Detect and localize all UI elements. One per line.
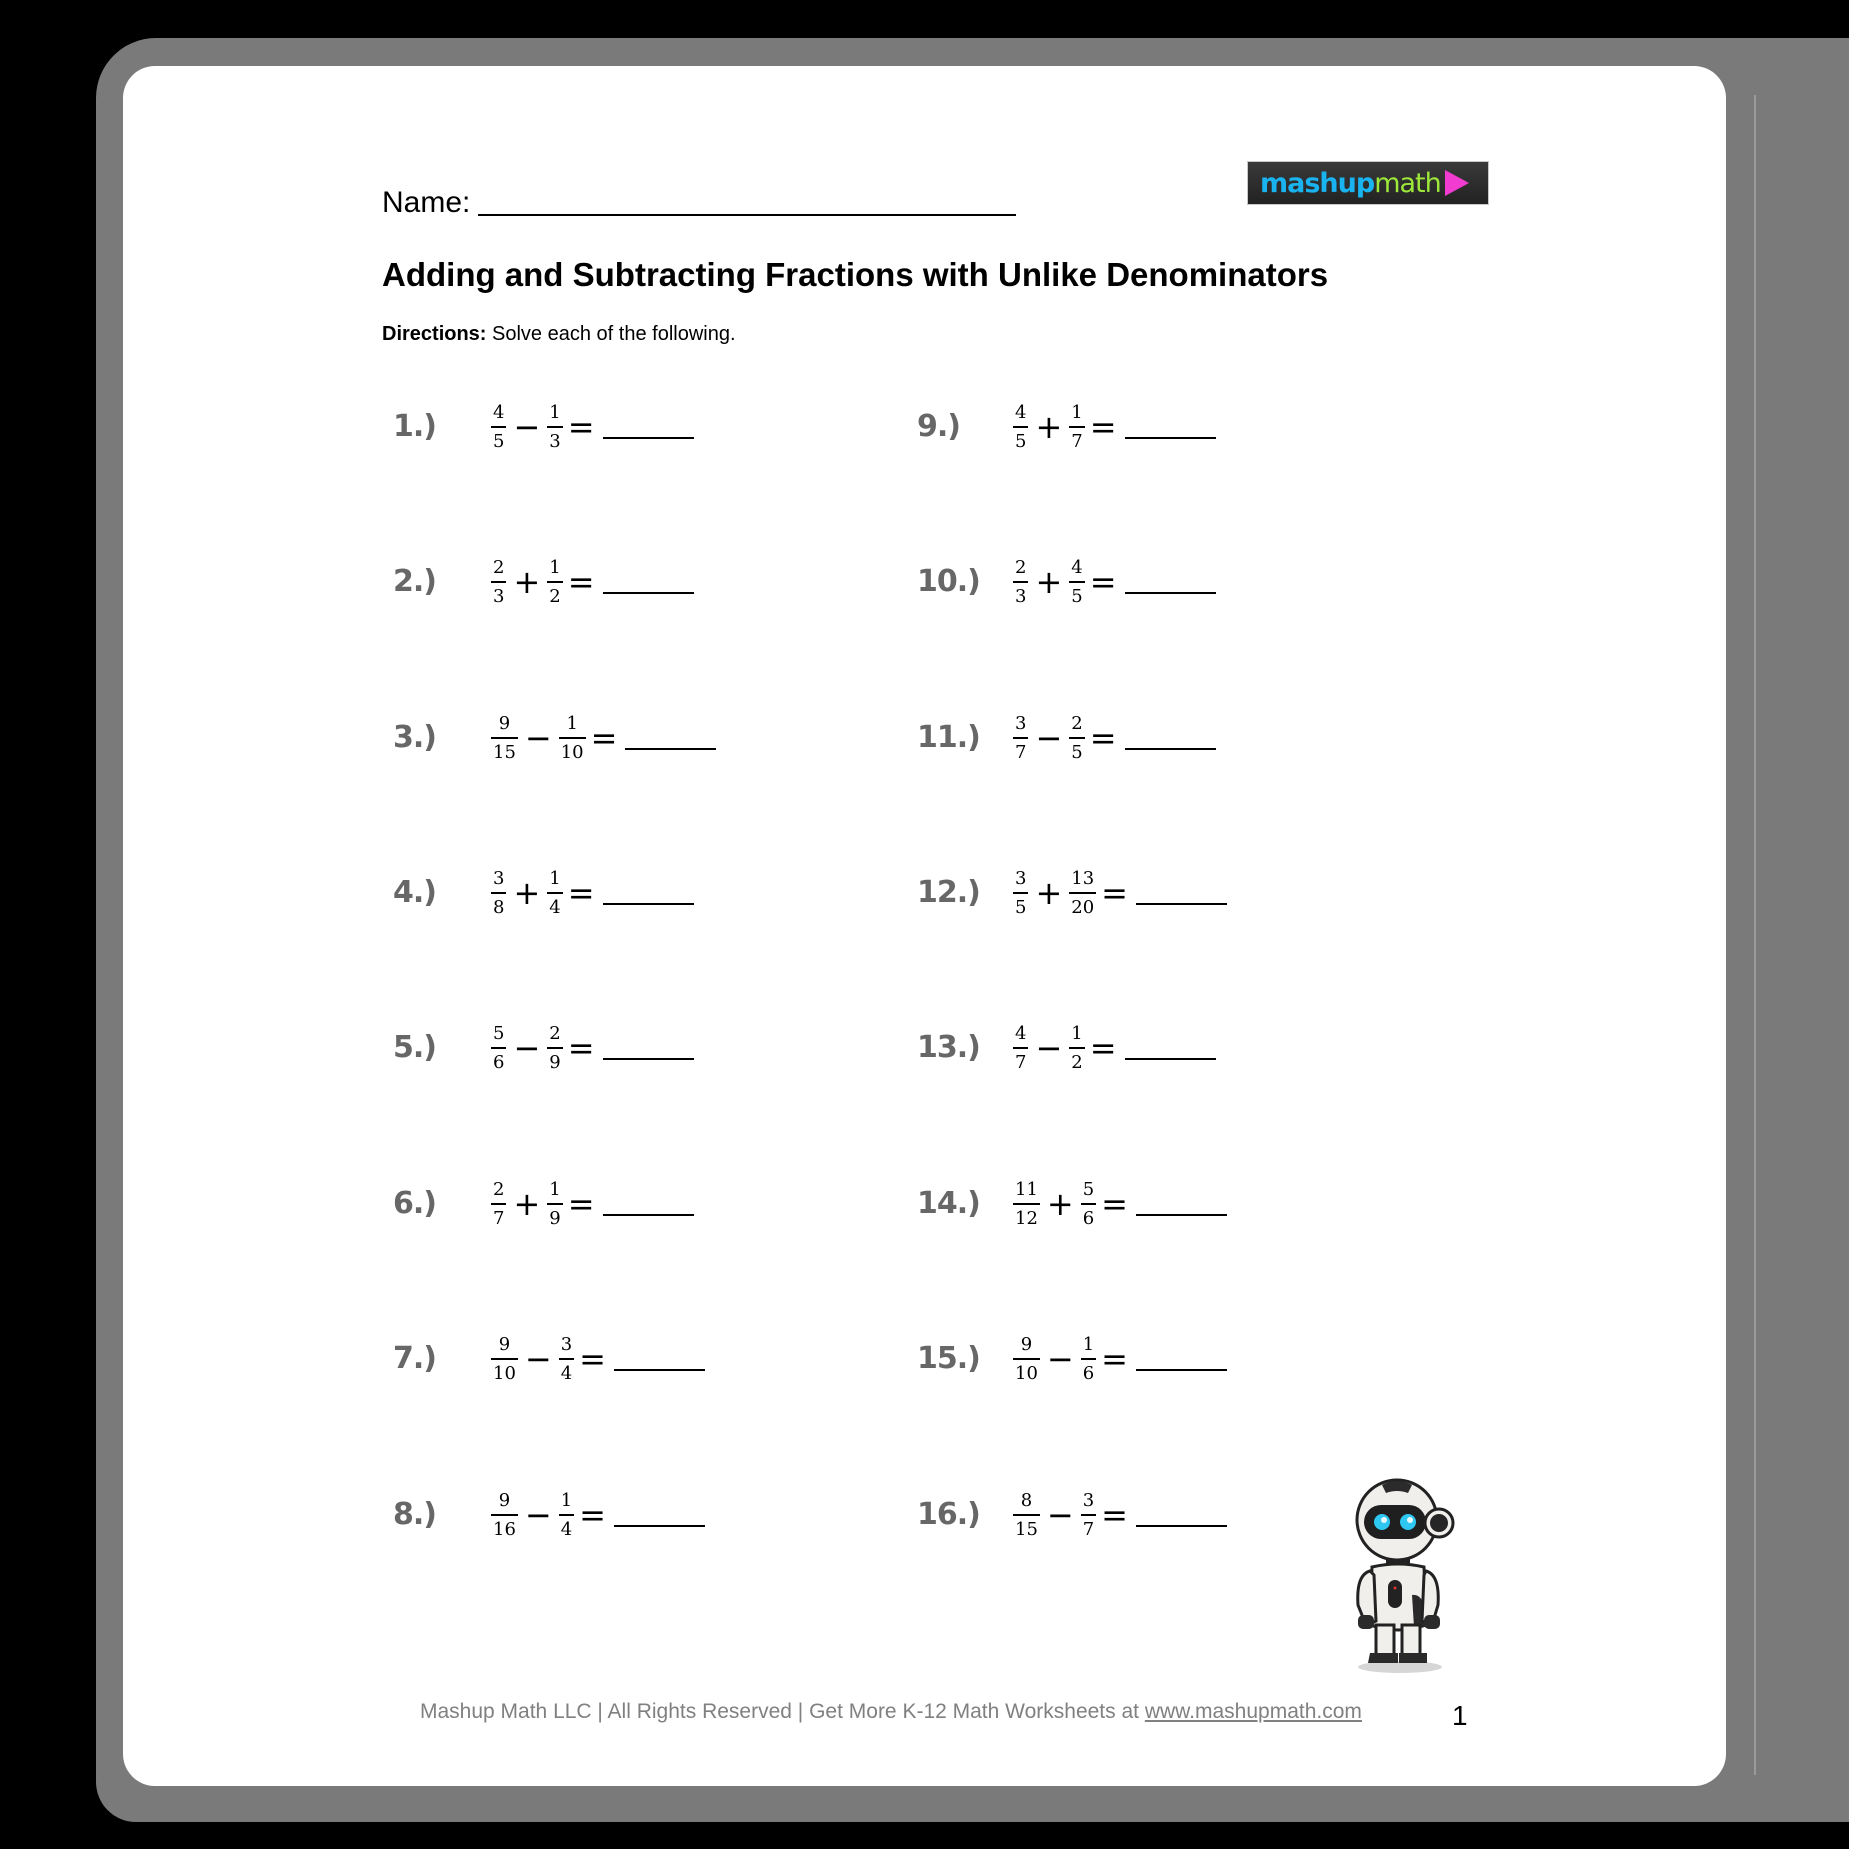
equals-sign: =: [567, 1185, 595, 1223]
fraction-a: [1012, 402, 1029, 453]
numerator: 2: [1015, 556, 1027, 578]
directions-text: Solve each of the following.: [486, 323, 736, 345]
numerator: 1: [549, 1178, 561, 1200]
numerator: 1: [549, 556, 561, 578]
denominator: 5: [1071, 585, 1083, 607]
directions: [382, 323, 736, 346]
operator: +: [1035, 563, 1063, 601]
operator: −: [524, 1496, 552, 1534]
mashupmath-logo: [1247, 161, 1489, 205]
numerator: 3: [1015, 867, 1027, 889]
fraction-b: [1068, 868, 1097, 919]
denominator: 10: [560, 741, 584, 763]
fraction-bar: [1081, 1514, 1096, 1516]
numerator: 9: [498, 1333, 511, 1355]
fraction-a: [1012, 1023, 1029, 1074]
problem-number: 1.): [393, 409, 436, 444]
fraction-a: [1012, 1179, 1041, 1230]
numerator: 2: [549, 1022, 561, 1044]
answer-blank[interactable]: [603, 903, 694, 905]
logo-math-text: math: [1374, 167, 1441, 199]
denominator: 3: [493, 585, 505, 607]
fraction-b: [1068, 557, 1085, 608]
fraction-b: [546, 868, 563, 919]
problem-number: 7.): [393, 1341, 436, 1376]
equals-sign: =: [567, 563, 595, 601]
fraction-bar: [547, 426, 562, 428]
fraction-b: [1080, 1334, 1097, 1385]
numerator: 9: [1020, 1333, 1033, 1355]
fraction-a: [490, 557, 507, 608]
footer-text: Mashup Math LLC | All Rights Reserved | Get More K-12 Math Worksheets at: [420, 1700, 1145, 1723]
denominator: 4: [560, 1362, 573, 1384]
fraction-a: [490, 402, 507, 453]
numerator: 9: [498, 712, 511, 734]
numerator: 1: [1071, 401, 1083, 423]
equals-sign: =: [1101, 1496, 1128, 1534]
fraction-a: [1012, 1490, 1041, 1541]
fraction-b: [558, 1490, 575, 1541]
operator: −: [1046, 1496, 1074, 1534]
answer-blank[interactable]: [1125, 748, 1216, 750]
operator: −: [1046, 1340, 1074, 1378]
equals-sign: =: [579, 1340, 606, 1378]
fraction-a: [1012, 1334, 1041, 1385]
problem-expression: [1012, 863, 1227, 923]
fraction-b: [1080, 1179, 1097, 1230]
problem-number: 16.): [917, 1497, 980, 1532]
fraction-a: [1012, 713, 1029, 764]
problem-expression: [1012, 1485, 1227, 1545]
fraction-bar: [559, 1514, 574, 1516]
numerator: 1: [549, 401, 561, 423]
denominator: 12: [1015, 1207, 1038, 1229]
denominator: 6: [1082, 1207, 1095, 1229]
denominator: 15: [493, 741, 516, 763]
answer-blank[interactable]: [603, 592, 694, 594]
equals-sign: =: [579, 1496, 606, 1534]
numerator: 4: [1071, 556, 1083, 578]
fraction-bar: [1013, 581, 1028, 583]
numerator: 13: [1071, 867, 1095, 889]
problem-number: 8.): [393, 1497, 436, 1532]
fraction-bar: [1013, 737, 1028, 739]
problem-number: 10.): [917, 564, 980, 599]
problem-expression: [490, 1329, 705, 1389]
problem-expression: [1012, 397, 1216, 457]
numerator: 1: [1082, 1333, 1095, 1355]
fraction-b: [546, 1023, 563, 1074]
numerator: 4: [1015, 401, 1027, 423]
page-number: 1: [1452, 1700, 1468, 1731]
footer: [420, 1700, 1362, 1724]
fraction-bar: [491, 1047, 506, 1049]
problem-expression: [490, 552, 694, 612]
equals-sign: =: [590, 719, 618, 757]
logo-mashup-text: mashup: [1260, 167, 1375, 199]
problem-number: 5.): [393, 1030, 436, 1065]
numerator: 2: [493, 556, 505, 578]
operator: −: [524, 719, 552, 757]
numerator: 1: [549, 867, 561, 889]
fraction-b: [546, 402, 563, 453]
denominator: 10: [1015, 1362, 1038, 1384]
denominator: 9: [549, 1051, 561, 1073]
problem-expression: [490, 1485, 705, 1545]
fraction-bar: [491, 892, 506, 894]
denominator: 7: [1071, 430, 1083, 452]
numerator: 9: [498, 1489, 511, 1511]
footer-link[interactable]: www.mashupmath.com: [1144, 1700, 1362, 1723]
equals-sign: =: [1089, 563, 1117, 601]
fraction-a: [490, 1179, 507, 1230]
numerator: 4: [1015, 1022, 1027, 1044]
fraction-bar: [1013, 1358, 1040, 1360]
equals-sign: =: [1101, 1340, 1128, 1378]
name-field-line[interactable]: [478, 214, 1016, 216]
fraction-bar: [1081, 1203, 1096, 1205]
operator: +: [513, 874, 541, 912]
play-triangle-icon: [1445, 170, 1469, 196]
frame-edge: [1754, 95, 1756, 1775]
fraction-bar: [1069, 1047, 1084, 1049]
answer-blank[interactable]: [603, 1058, 694, 1060]
fraction-bar: [1013, 1203, 1040, 1205]
operator: −: [1035, 719, 1063, 757]
problem-number: 9.): [917, 409, 960, 444]
fraction-bar: [491, 426, 506, 428]
numerator: 1: [560, 1489, 573, 1511]
denominator: 5: [1071, 741, 1083, 763]
fraction-bar: [559, 1358, 574, 1360]
answer-blank[interactable]: [614, 1369, 705, 1371]
problem-expression: [490, 863, 694, 923]
worksheet-title: Adding and Subtracting Fractions with Unlike Denominators: [382, 256, 1329, 293]
answer-blank[interactable]: [1125, 437, 1216, 439]
operator: −: [513, 1029, 541, 1067]
fraction-bar: [1013, 1514, 1040, 1516]
fraction-bar: [1013, 892, 1028, 894]
fraction-b: [558, 713, 587, 764]
fraction-bar: [559, 737, 586, 739]
fraction-bar: [491, 737, 518, 739]
answer-blank[interactable]: [1125, 592, 1216, 594]
fraction-bar: [1069, 426, 1084, 428]
numerator: 5: [493, 1022, 505, 1044]
problem-number: 3.): [393, 720, 436, 755]
fraction-bar: [491, 1358, 518, 1360]
fraction-a: [490, 1490, 519, 1541]
problem-expression: [1012, 1174, 1227, 1234]
fraction-b: [558, 1334, 575, 1385]
denominator: 5: [1015, 896, 1027, 918]
denominator: 3: [1015, 585, 1027, 607]
fraction-a: [490, 1334, 519, 1385]
numerator: 1: [566, 712, 578, 734]
denominator: 20: [1071, 896, 1095, 918]
answer-blank[interactable]: [1125, 1058, 1216, 1060]
fraction-bar: [1081, 1358, 1096, 1360]
problem-number: 14.): [917, 1186, 980, 1221]
answer-blank[interactable]: [603, 1214, 694, 1216]
denominator: 16: [493, 1518, 516, 1540]
numerator: 1: [1071, 1022, 1083, 1044]
problem-number: 6.): [393, 1186, 436, 1221]
numerator: 3: [1015, 712, 1027, 734]
problem-expression: [490, 397, 694, 457]
numerator: 11: [1015, 1178, 1038, 1200]
fraction-a: [490, 713, 519, 764]
fraction-bar: [1013, 1047, 1028, 1049]
fraction-b: [1068, 1023, 1085, 1074]
operator: +: [513, 563, 541, 601]
operator: −: [1035, 1029, 1063, 1067]
name-label: Name:: [382, 186, 471, 219]
problem-expression: [1012, 552, 1216, 612]
operator: +: [513, 1185, 541, 1223]
fraction-bar: [547, 1047, 562, 1049]
fraction-bar: [1069, 581, 1084, 583]
answer-blank[interactable]: [614, 1525, 705, 1527]
denominator: 7: [1015, 741, 1027, 763]
problem-expression: [1012, 1018, 1216, 1078]
denominator: 2: [1071, 1051, 1083, 1073]
answer-blank[interactable]: [603, 437, 694, 439]
problem-expression: [1012, 708, 1216, 768]
fraction-bar: [547, 581, 562, 583]
fraction-b: [1068, 713, 1085, 764]
answer-blank[interactable]: [1136, 903, 1227, 905]
problem-expression: [490, 1174, 694, 1234]
problem-number: 2.): [393, 564, 436, 599]
denominator: 4: [549, 896, 561, 918]
fraction-a: [1012, 557, 1029, 608]
numerator: 5: [1082, 1178, 1095, 1200]
answer-blank[interactable]: [625, 748, 716, 750]
denominator: 2: [549, 585, 561, 607]
robot-mascot-icon: [1342, 1475, 1462, 1675]
numerator: 2: [493, 1178, 505, 1200]
numerator: 4: [493, 401, 505, 423]
fraction-b: [1068, 402, 1085, 453]
fraction-bar: [1069, 892, 1096, 894]
denominator: 5: [1015, 430, 1027, 452]
denominator: 10: [493, 1362, 516, 1384]
denominator: 6: [1082, 1362, 1095, 1384]
operator: +: [1035, 408, 1063, 446]
problem-number: 4.): [393, 875, 436, 910]
answer-blank[interactable]: [1136, 1525, 1227, 1527]
fraction-bar: [1013, 426, 1028, 428]
equals-sign: =: [1101, 1185, 1128, 1223]
problem-expression: [1012, 1329, 1227, 1389]
fraction-bar: [547, 892, 562, 894]
fraction-bar: [1069, 737, 1084, 739]
problem-number: 13.): [917, 1030, 980, 1065]
equals-sign: =: [567, 408, 595, 446]
problem-expression: [490, 1018, 694, 1078]
denominator: 5: [493, 430, 505, 452]
problem-number: 12.): [917, 875, 980, 910]
equals-sign: =: [1089, 408, 1117, 446]
fraction-bar: [491, 581, 506, 583]
answer-blank[interactable]: [1136, 1369, 1227, 1371]
numerator: 2: [1071, 712, 1083, 734]
equals-sign: =: [1089, 719, 1117, 757]
fraction-b: [1080, 1490, 1097, 1541]
numerator: 3: [1082, 1489, 1095, 1511]
answer-blank[interactable]: [1136, 1214, 1227, 1216]
problem-expression: [490, 708, 716, 768]
numerator: 8: [1020, 1489, 1033, 1511]
denominator: 4: [560, 1518, 573, 1540]
operator: −: [524, 1340, 552, 1378]
problem-number: 15.): [917, 1341, 980, 1376]
fraction-a: [490, 868, 507, 919]
fraction-b: [546, 1179, 563, 1230]
equals-sign: =: [1089, 1029, 1117, 1067]
fraction-bar: [547, 1203, 562, 1205]
numerator: 3: [493, 867, 505, 889]
directions-label: Directions:: [382, 323, 487, 345]
denominator: 7: [1082, 1518, 1095, 1540]
denominator: 15: [1015, 1518, 1038, 1540]
fraction-a: [490, 1023, 507, 1074]
operator: +: [1046, 1185, 1074, 1223]
operator: −: [513, 408, 541, 446]
equals-sign: =: [567, 874, 595, 912]
fraction-b: [546, 557, 563, 608]
problem-number: 11.): [917, 720, 980, 755]
denominator: 7: [493, 1207, 505, 1229]
equals-sign: =: [1101, 874, 1128, 912]
denominator: 9: [549, 1207, 561, 1229]
denominator: 6: [493, 1051, 505, 1073]
numerator: 3: [560, 1333, 573, 1355]
fraction-bar: [491, 1203, 506, 1205]
fraction-bar: [491, 1514, 518, 1516]
equals-sign: =: [567, 1029, 595, 1067]
denominator: 7: [1015, 1051, 1027, 1073]
operator: +: [1035, 874, 1063, 912]
fraction-a: [1012, 868, 1029, 919]
denominator: 3: [549, 430, 561, 452]
denominator: 8: [493, 896, 505, 918]
